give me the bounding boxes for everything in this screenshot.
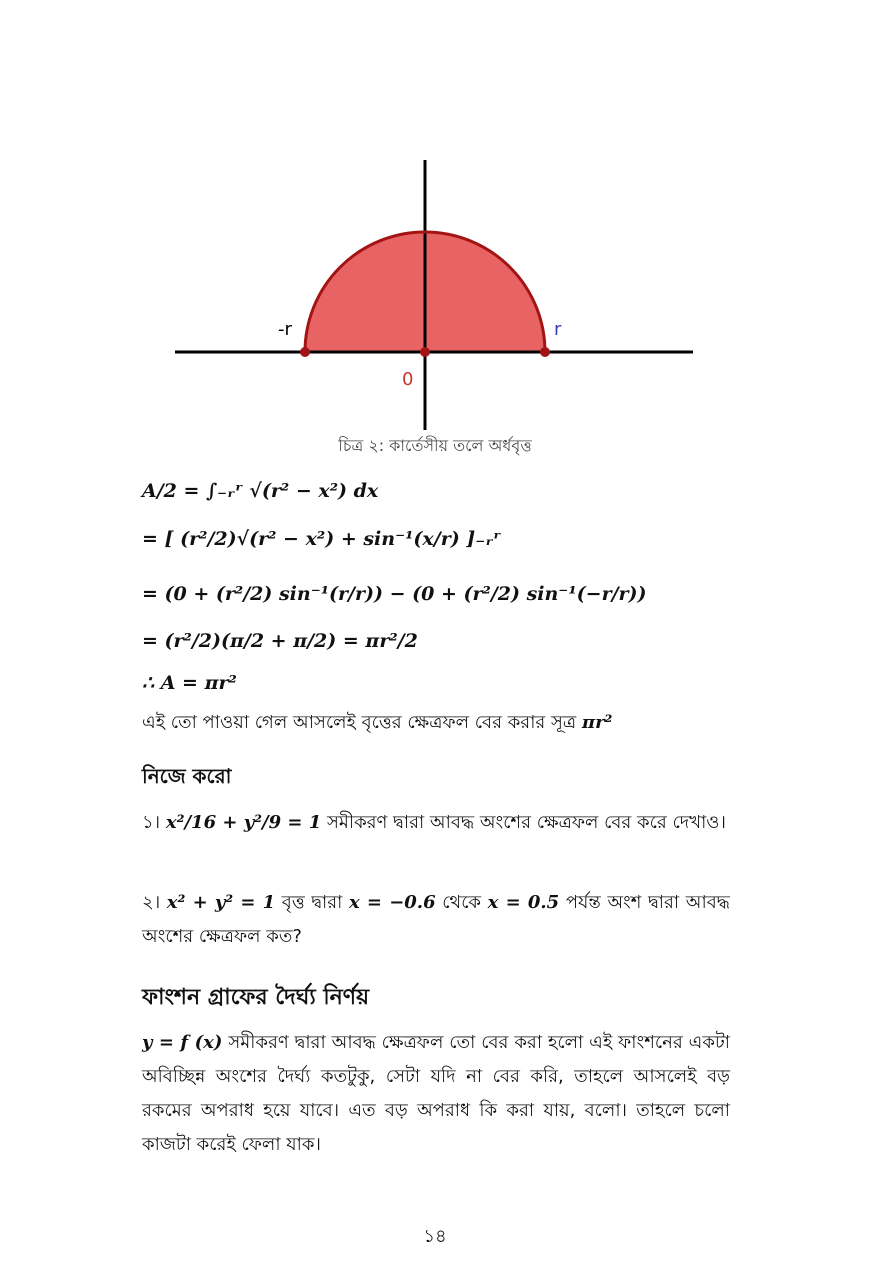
derivation-line-5: ∴ A = πr² bbox=[142, 672, 237, 694]
section-paragraph bbox=[142, 1026, 730, 1162]
derivation-line-3: = (0 + (r²/2) sin⁻¹(r/r)) − (0 + (r²/2) sin⁻¹(−r/r)) bbox=[142, 583, 647, 605]
conclusion-paragraph bbox=[142, 706, 730, 740]
page-number: ১৪ bbox=[423, 1226, 447, 1247]
exercise-2-formula-3: x = 0.5 bbox=[487, 892, 560, 913]
section-text: সমীকরণ দ্বারা আবদ্ধ ক্ষেত্রফল তো বের করা হলো এই ফাংশনের একটা অবিচ্ছিন্ন অংশের দৈর্ঘ্য কতটুকু, সেটা যদি না বের করি, তাহলে আসলেই বড় রকমের অপরাধ হয়ে যাবে। এত বড় অপরাধ কি করা যায়, বলো। তাহলে চলো কাজটা করেই ফেলা যাক। bbox=[142, 1032, 730, 1155]
exercise-1-formula: x²/16 + y²/9 = 1 bbox=[165, 812, 322, 833]
point-origin bbox=[420, 347, 430, 357]
exercise-2-text-3: পর্যন্ত অংশ দ্বারা আবদ্ধ অংশের ক্ষেত্রফল কত? bbox=[142, 892, 730, 947]
point-neg-r bbox=[300, 347, 310, 357]
label-r: r bbox=[554, 319, 562, 340]
conclusion-formula: πr² bbox=[581, 712, 613, 733]
exercise-2-text-1: বৃত্ত দ্বারা bbox=[281, 892, 343, 913]
label-origin: 0 bbox=[402, 369, 414, 390]
derivation-line-1: A/2 = ∫₋ᵣʳ √(r² − x²) dx bbox=[142, 480, 379, 502]
section-formula: y = f (x) bbox=[142, 1032, 223, 1053]
exercise-1-text: সমীকরণ দ্বারা আবদ্ধ অংশের ক্ষেত্রফল বের করে দেখাও। bbox=[327, 812, 726, 833]
conclusion-text: এই তো পাওয়া গেল আসলেই বৃত্তের ক্ষেত্রফল বের করার সূত্র bbox=[142, 712, 577, 733]
exercise-2-number: ২। bbox=[142, 892, 161, 913]
exercise-heading: নিজে করো bbox=[142, 764, 232, 788]
derivation-line-2: = [ (r²/2)√(r² − x²) + sin⁻¹(x/r) ]₋ᵣʳ bbox=[142, 528, 502, 550]
exercise-1 bbox=[142, 806, 730, 840]
exercise-2-formula-2: x = −0.6 bbox=[349, 892, 436, 913]
derivation-line-4: = (r²/2)(π/2 + π/2) = πr²/2 bbox=[142, 630, 418, 652]
exercise-2 bbox=[142, 886, 730, 954]
semicircle-figure bbox=[170, 155, 700, 435]
label-neg-r: -r bbox=[278, 319, 292, 340]
exercise-2-text-2: থেকে bbox=[442, 892, 482, 913]
point-r bbox=[540, 347, 550, 357]
exercise-2-formula-1: x² + y² = 1 bbox=[166, 892, 276, 913]
section-heading: ফাংশন গ্রাফের দৈর্ঘ্য নির্ণয় bbox=[142, 985, 370, 1010]
exercise-1-number: ১। bbox=[142, 812, 161, 833]
figure-caption: চিত্র ২: কার্তেসীয় তলে অর্ধবৃত্ত bbox=[338, 436, 532, 455]
